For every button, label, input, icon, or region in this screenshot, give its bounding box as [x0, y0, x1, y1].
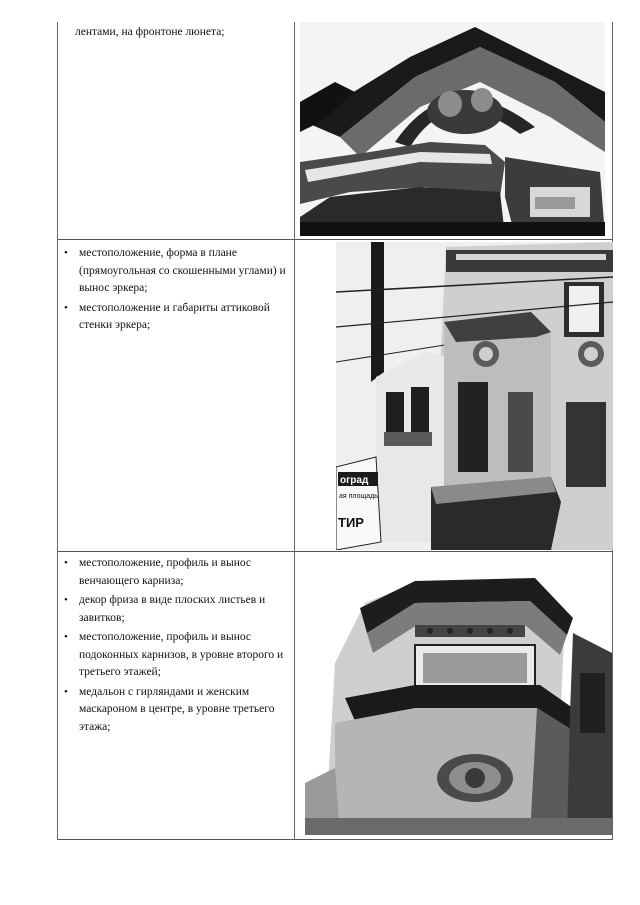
table-bottom-border	[57, 839, 613, 840]
list-item: • местоположение, форма в плане (прямоугольная со скошенными углами) и вынос эркера;	[64, 247, 286, 294]
monument-table	[57, 22, 613, 840]
photo-pediment-lunette	[300, 22, 605, 236]
row3-description	[59, 555, 291, 738]
list-item: • местоположение и габариты аттиковой стенки эркера;	[64, 301, 270, 331]
row1-description	[75, 24, 285, 42]
sign-text-line2: ая площадь	[339, 493, 378, 500]
sign-text-line3: ТИР	[338, 515, 364, 530]
row1-text-line: лентами, на фронтоне люнета;	[75, 26, 225, 38]
photo-cornice-medallion	[305, 573, 612, 835]
column-divider	[294, 22, 295, 840]
list-item: • местоположение, профиль и вынос венчающего карниза;	[64, 557, 252, 587]
row2-description	[59, 245, 289, 337]
row-divider	[57, 239, 613, 240]
sign-text-line1: оград	[340, 475, 369, 486]
row-divider	[57, 551, 613, 552]
table-left-border	[57, 22, 58, 840]
photo-erker-bay-window	[336, 242, 613, 550]
list-item: • местоположение, профиль и вынос подоконных карнизов, в уровне второго и третьего этажей;	[64, 631, 284, 678]
list-item: • медальон с гирляндами и женским маскароном в центре, в уровне третьего этажа;	[64, 685, 275, 733]
list-item: • декор фриза в виде плоских листьев и завитков;	[64, 594, 266, 624]
